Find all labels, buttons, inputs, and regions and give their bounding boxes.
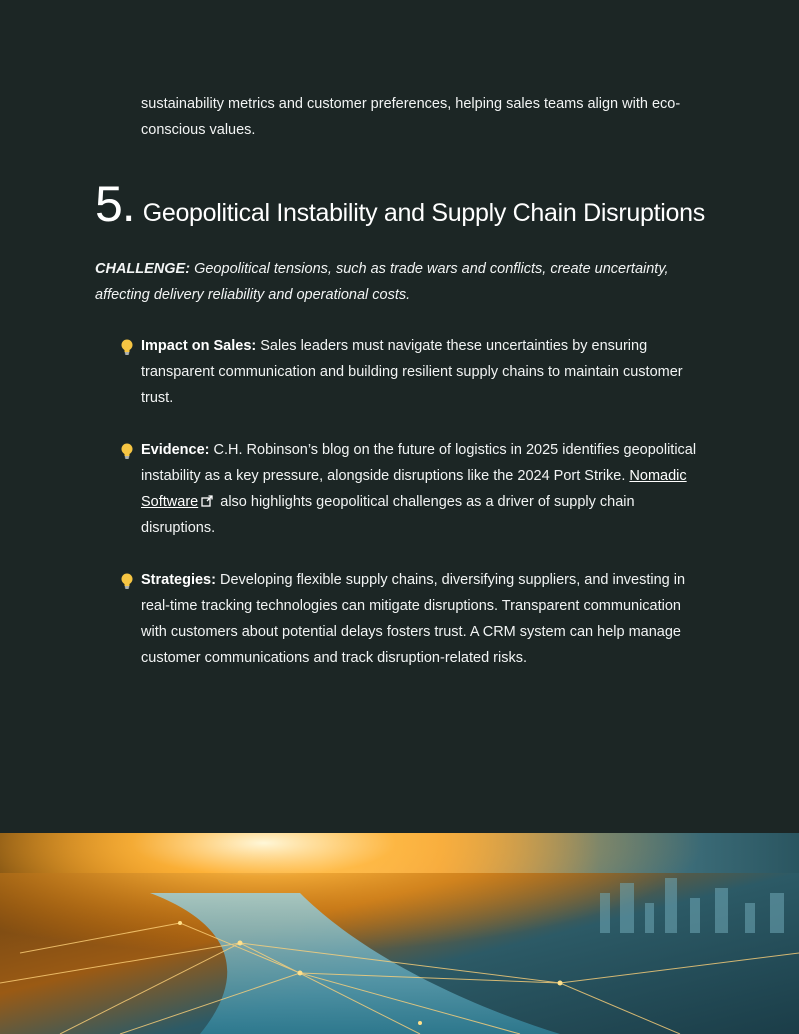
lightbulb-icon bbox=[120, 339, 134, 355]
challenge-text: Geopolitical tensions, such as trade wars and conflicts, create uncertainty, affecting delivery reliability and operational costs. bbox=[95, 261, 669, 303]
lightbulb-icon bbox=[120, 573, 134, 589]
bullet-text-after: also highlights geopolitical challenges as a driver of supply chain disruptions. bbox=[141, 494, 635, 536]
bullet-text: Developing flexible supply chains, diversifying suppliers, and investing in real-time tracking technologies can mitigate disruptions. Transparent communication with customers about potential delays fosters trust. A CRM system can help manage customer communications and track disruption-related risks. bbox=[141, 572, 686, 666]
section-number: 5. bbox=[95, 176, 135, 232]
lightbulb-icon bbox=[120, 443, 134, 459]
bullet-lead: Evidence: bbox=[141, 442, 210, 458]
bullet-strategies bbox=[118, 567, 708, 671]
bullet-list bbox=[118, 333, 708, 697]
external-link-icon[interactable] bbox=[201, 495, 213, 507]
bullet-impact bbox=[118, 333, 708, 411]
port-city-banner-image bbox=[0, 833, 799, 1034]
bullet-lead: Impact on Sales: bbox=[141, 338, 257, 354]
bullet-text: Sales leaders must navigate these uncertainties by ensuring transparent communication and building resilient supply chains to maintain customer trust. bbox=[141, 338, 683, 406]
bullet-evidence bbox=[118, 437, 708, 541]
challenge-paragraph bbox=[95, 256, 715, 308]
section-title: Geopolitical Instability and Supply Chain Disruptions bbox=[142, 199, 705, 227]
nomadic-software-link[interactable]: Nomadic Software bbox=[141, 468, 687, 510]
bullet-lead: Strategies: bbox=[141, 572, 216, 588]
challenge-label: CHALLENGE: bbox=[95, 261, 191, 277]
intro-paragraph: sustainability metrics and customer preferences, helping sales teams align with eco-conscious values. bbox=[141, 96, 681, 138]
bullet-text: C.H. Robinson’s blog on the future of logistics in 2025 identifies geopolitical instability as a key pressure, alongside disruptions like the 2024 Port Strike. bbox=[141, 442, 697, 484]
section-heading bbox=[95, 176, 755, 232]
